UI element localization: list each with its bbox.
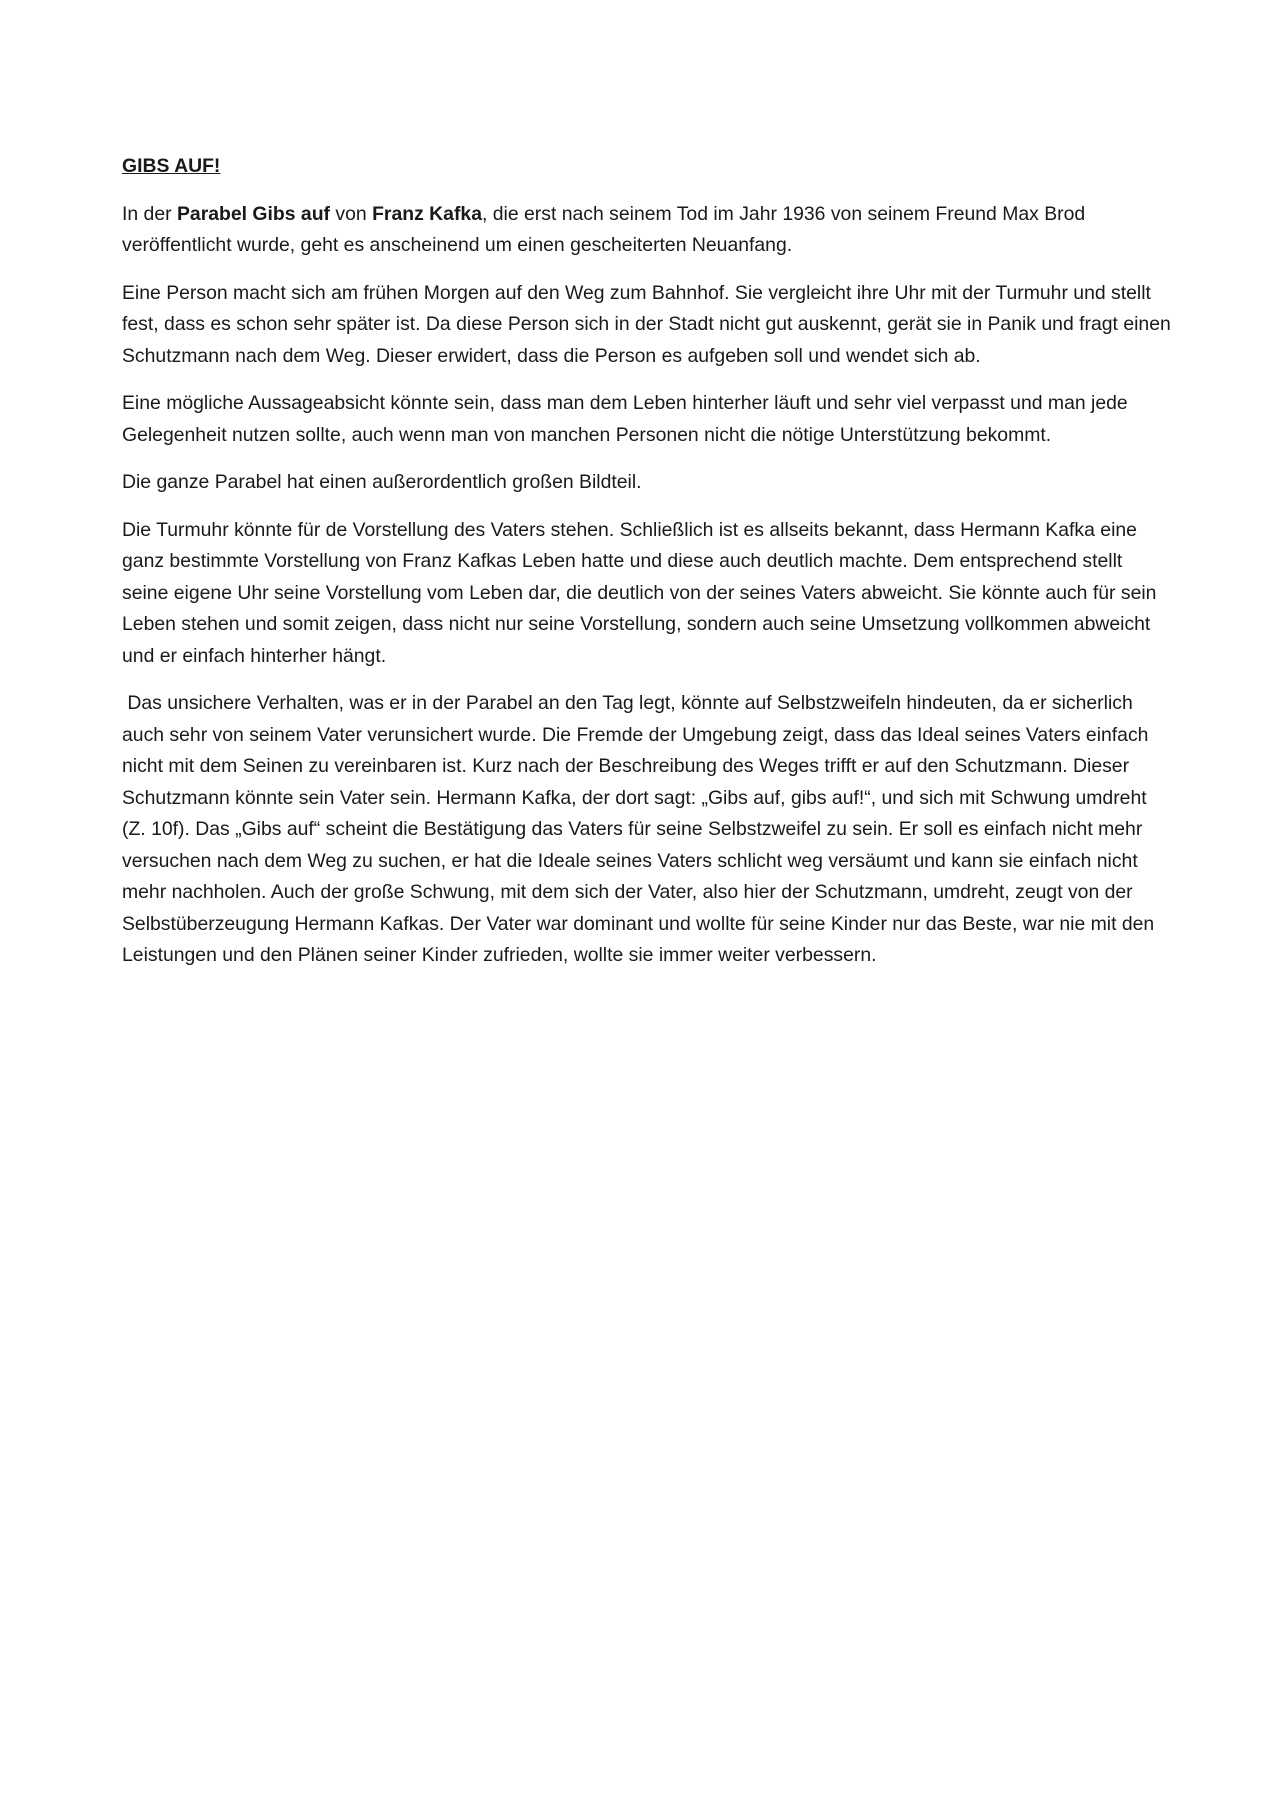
paragraph-message: Eine mögliche Aussageabsicht könnte sein, dass man dem Leben hinterher läuft und sehr viel verpasst und man jede Gelegenheit nutzen sollte, auch wenn man von manchen Personen nicht die nötige Unterstützung bekommt. bbox=[122, 392, 1128, 446]
paragraph-intro bbox=[122, 199, 1172, 262]
document-title: GIBS AUF! bbox=[122, 155, 221, 177]
intro-bold-parable: Parabel Gibs auf bbox=[176, 202, 331, 225]
intro-text-1: In der bbox=[122, 202, 177, 225]
document-body bbox=[122, 151, 1172, 988]
intro-text-3: , die erst nach seinem Tod im Jahr 1936 von seinem Freund Max Brod veröffentlicht wurde, geht es anscheinend um einen gescheiterten Neuanfang. bbox=[122, 202, 1086, 256]
paragraph-summary: Eine Person macht sich am frühen Morgen auf den Weg zum Bahnhof. Sie vergleicht ihre Uhr mit der Turmuhr und stellt fest, dass es schon sehr später ist. Da diese Person sich in der Stadt nicht gut auskennt, gerät sie in Panik und fragt einen Schutzmann nach dem Weg. Dieser erwidert, dass die Person es aufgeben soll und wendet sich ab. bbox=[122, 281, 1171, 367]
intro-text-2: von bbox=[330, 202, 373, 225]
paragraph-imagery: Die ganze Parabel hat einen außerordentlich großen Bildteil. bbox=[122, 471, 642, 493]
paragraph-tower-clock: Die Turmuhr könnte für de Vorstellung des Vaters stehen. Schließlich ist es allseits bekannt, dass Hermann Kafka eine ganz bestimmte Vorstellung von Franz Kafkas Leben hatte und diese auch deutlich machte. Dem entsprechend stellt seine eigene Uhr seine Vorstellung vom Leben dar, die deutlich von der seines Vaters abweicht. Sie könnte auch für sein Leben stehen und somit zeigen, dass nicht nur seine Vorstellung, sondern auch seine Umsetzung vollkommen abweicht und er einfach hinterher hängt. bbox=[122, 518, 1157, 667]
intro-bold-author: Franz Kafka bbox=[372, 202, 482, 225]
paragraph-interpretation: Das unsichere Verhalten, was er in der Parabel an den Tag legt, könnte auf Selbstzweifeln hindeuten, da er sicherlich auch sehr von seinem Vater verunsichert wurde. Die Fremde der Umgebung zeigt, dass das Ideal seines Vaters einfach nicht mit dem Seinen zu vereinbaren ist. Kurz nach der Beschreibung des Weges trifft er auf den Schutzmann. Dieser Schutzmann könnte sein Vater sein. Hermann Kafka, der dort sagt: „Gibs auf, gibs auf!“, und sich mit Schwung umdreht (Z. 10f). Das „Gibs auf“ scheint die Bestätigung das Vaters für seine Selbstzweifel zu sein. Er soll es einfach nicht mehr versuchen nach dem Weg zu suchen, er hat die Ideale seines Vaters schlicht weg versäumt und kann sie einfach nicht mehr nachholen. Auch der große Schwung, mit dem sich der Vater, also hier der Schutzmann, umdreht, zeugt von der Selbstüberzeugung Hermann Kafkas. Der Vater war dominant und wollte für seine Kinder nur das Beste, war nie mit den Leistungen und den Plänen seiner Kinder zufrieden, wollte sie immer weiter verbessern. bbox=[122, 692, 1160, 966]
